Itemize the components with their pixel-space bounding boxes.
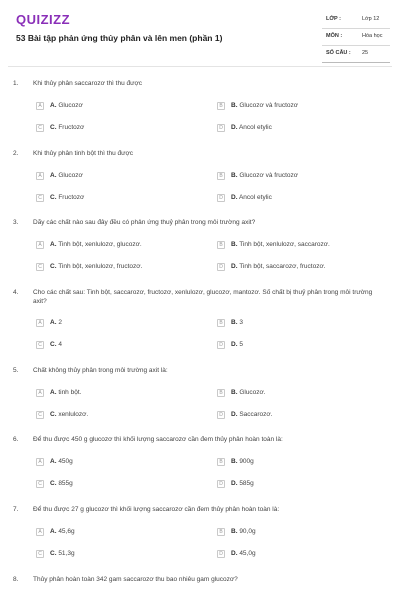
option-text: Ancol etylic — [238, 124, 272, 131]
option-checkbox[interactable]: A — [36, 389, 44, 397]
question-text: Để thu được 450 g glucozơ thì khối lượng saccarozơ cần đem thủy phân hoàn toàn là: — [33, 436, 283, 443]
worksheet-header — [0, 0, 400, 66]
option-letter: C. — [50, 411, 57, 418]
option-label — [231, 241, 330, 248]
meta-key: SỐ CÂU : — [326, 50, 351, 56]
option-checkbox[interactable]: A — [36, 172, 44, 180]
option-text: Tinh bột, xenlulozơ, fructozơ. — [58, 263, 143, 270]
option-letter: C. — [50, 480, 57, 487]
option-checkbox[interactable]: B — [217, 458, 225, 466]
option-checkbox[interactable]: A — [36, 528, 44, 536]
answer-option-d[interactable] — [217, 263, 367, 273]
option-letter: A. — [50, 528, 57, 535]
option-checkbox[interactable]: D — [217, 341, 225, 349]
option-label — [50, 341, 62, 348]
option-checkbox[interactable]: C — [36, 194, 44, 202]
option-checkbox[interactable]: C — [36, 480, 44, 488]
meta-row-count — [322, 46, 390, 63]
option-label — [50, 319, 62, 326]
option-label — [231, 528, 256, 535]
option-label — [231, 102, 298, 109]
option-label — [50, 480, 73, 487]
option-text: Glucozơ — [58, 102, 83, 109]
meta-row-class — [322, 12, 390, 29]
answer-option-c[interactable] — [36, 124, 186, 134]
option-letter: C. — [50, 194, 57, 201]
option-text: Fructozơ — [58, 124, 85, 131]
option-text: 4 — [58, 341, 62, 348]
option-text: 45,6g — [58, 528, 75, 535]
option-label — [50, 172, 83, 179]
answer-option-b[interactable] — [217, 319, 367, 329]
option-letter: B. — [231, 241, 238, 248]
option-text: 450g — [58, 458, 73, 465]
answer-option-c[interactable] — [36, 341, 186, 351]
option-text: xenlulozơ. — [58, 411, 89, 418]
option-letter: A. — [50, 102, 57, 109]
option-label — [50, 263, 142, 270]
question-number: 4. — [13, 289, 19, 296]
option-text: 45,0g — [239, 550, 256, 557]
option-text: 2 — [58, 319, 62, 326]
option-letter: D. — [231, 480, 238, 487]
option-letter: A. — [50, 241, 57, 248]
option-label — [50, 550, 75, 557]
option-checkbox[interactable]: B — [217, 389, 225, 397]
meta-value: Lớp 12 — [362, 16, 380, 22]
option-checkbox[interactable]: D — [217, 550, 225, 558]
worksheet-meta — [322, 12, 390, 63]
answer-option-b[interactable] — [217, 102, 367, 112]
answer-option-d[interactable] — [217, 480, 367, 490]
meta-row-subject — [322, 29, 390, 46]
answer-option-d[interactable] — [217, 341, 367, 351]
option-letter: D. — [231, 263, 238, 270]
option-checkbox[interactable]: D — [217, 480, 225, 488]
option-letter: B. — [231, 458, 238, 465]
option-letter: B. — [231, 528, 238, 535]
quizizz-logo: QUIZIZZ — [16, 12, 71, 27]
option-letter: D. — [231, 411, 238, 418]
option-checkbox[interactable]: D — [217, 194, 225, 202]
question-text: Cho các chất sau: Tinh bột, saccarozơ, fructozơ, xenlulozơ, glucozơ, mantozơ. Số chất bị thuỷ phân trong môi trường axit? — [33, 289, 373, 305]
option-label — [231, 319, 243, 326]
meta-value: 25 — [362, 50, 369, 56]
answer-option-b[interactable] — [217, 458, 367, 468]
option-text: tinh bột. — [58, 389, 82, 396]
option-text: 5 — [239, 341, 243, 348]
question-text: Khi thủy phân tinh bột thì thu được — [33, 150, 134, 157]
option-text: Glucozơ và fructozơ — [239, 172, 299, 179]
answer-option-b[interactable] — [217, 528, 367, 538]
option-label — [50, 194, 84, 201]
answer-option-d[interactable] — [217, 550, 367, 560]
option-checkbox[interactable]: D — [217, 263, 225, 271]
option-checkbox[interactable]: C — [36, 411, 44, 419]
option-letter: C. — [50, 124, 57, 131]
option-checkbox[interactable]: A — [36, 319, 44, 327]
option-label — [50, 411, 88, 418]
option-letter: D. — [231, 124, 238, 131]
question-number: 5. — [13, 367, 19, 374]
option-label — [231, 480, 254, 487]
option-text: Saccarozơ. — [239, 411, 273, 418]
option-text: Tinh bột, xenlulozơ, saccarozơ. — [239, 241, 330, 248]
option-label — [231, 194, 272, 201]
question-text: Dãy các chất nào sau đây đều có phản ứng thuỷ phân trong môi trường axit? — [33, 219, 256, 226]
option-letter: A. — [50, 389, 57, 396]
question-number: 6. — [13, 436, 19, 443]
worksheet-title: 53 Bài tập phản ứng thủy phân và lên men (phần 1) — [16, 33, 223, 43]
option-checkbox[interactable]: A — [36, 458, 44, 466]
answer-option-b[interactable] — [217, 389, 367, 399]
answer-option-d[interactable] — [217, 124, 367, 134]
option-label — [231, 124, 272, 131]
question-number: 1. — [13, 80, 19, 87]
question-number: 3. — [13, 219, 19, 226]
answer-option-d[interactable] — [217, 194, 367, 204]
answer-option-c[interactable] — [36, 550, 186, 560]
option-letter: A. — [50, 458, 57, 465]
option-checkbox[interactable]: B — [217, 241, 225, 249]
option-label — [231, 172, 298, 179]
option-letter: A. — [50, 319, 57, 326]
answer-option-c[interactable] — [36, 194, 186, 204]
option-label — [231, 411, 272, 418]
option-text: Tinh bột, saccarozơ, fructozơ. — [239, 263, 326, 270]
header-divider — [8, 66, 392, 67]
option-letter: B. — [231, 319, 238, 326]
option-checkbox[interactable]: B — [217, 528, 225, 536]
option-letter: C. — [50, 341, 57, 348]
question-number: 7. — [13, 506, 19, 513]
answer-option-d[interactable] — [217, 411, 367, 421]
answer-option-a[interactable] — [36, 458, 186, 468]
option-text: Fructozơ — [58, 194, 85, 201]
answer-option-a[interactable] — [36, 528, 186, 538]
answer-option-c[interactable] — [36, 480, 186, 490]
option-letter: B. — [231, 102, 238, 109]
option-letter: C. — [50, 550, 57, 557]
question-number: 8. — [13, 576, 19, 583]
meta-key: MÔN : — [326, 33, 343, 39]
option-label — [50, 528, 75, 535]
option-checkbox[interactable]: C — [36, 124, 44, 132]
option-text: Tinh bột, xenlulozơ, glucozơ. — [58, 241, 142, 248]
answer-option-a[interactable] — [36, 241, 186, 251]
option-checkbox[interactable]: C — [36, 263, 44, 271]
option-checkbox[interactable]: D — [217, 411, 225, 419]
option-letter: B. — [231, 172, 238, 179]
answer-option-c[interactable] — [36, 263, 186, 273]
option-label — [50, 241, 142, 248]
option-text: Glucozơ. — [239, 389, 266, 396]
answer-option-a[interactable] — [36, 389, 186, 399]
question-text: Chất không thủy phân trong môi trường axit là: — [33, 367, 168, 374]
option-letter: D. — [231, 194, 238, 201]
option-text: 900g — [239, 458, 254, 465]
option-label — [231, 550, 256, 557]
question-text: Thủy phân hoàn toàn 342 gam saccarozơ thu bao nhiêu gam glucozơ? — [33, 576, 238, 583]
question-text: Khi thủy phân saccarozơ thì thu được — [33, 80, 142, 87]
answer-option-a[interactable] — [36, 319, 186, 329]
option-text: Glucozơ — [58, 172, 83, 179]
option-letter: D. — [231, 341, 238, 348]
option-checkbox[interactable]: D — [217, 124, 225, 132]
meta-value: Hóa học — [362, 33, 383, 39]
option-checkbox[interactable]: B — [217, 172, 225, 180]
option-label — [231, 458, 254, 465]
option-letter: A. — [50, 172, 57, 179]
option-letter: D. — [231, 550, 238, 557]
option-label — [231, 263, 326, 270]
option-text: 3 — [239, 319, 243, 326]
answer-option-a[interactable] — [36, 172, 186, 182]
option-label — [50, 124, 84, 131]
option-label — [231, 389, 266, 396]
option-letter: B. — [231, 389, 238, 396]
option-text: 51,3g — [58, 550, 75, 557]
option-checkbox[interactable]: A — [36, 102, 44, 110]
option-label — [50, 389, 81, 396]
question-number: 2. — [13, 150, 19, 157]
option-checkbox[interactable]: B — [217, 319, 225, 327]
answer-option-c[interactable] — [36, 411, 186, 421]
option-text: 855g — [58, 480, 73, 487]
option-checkbox[interactable]: C — [36, 550, 44, 558]
option-letter: C. — [50, 263, 57, 270]
option-text: 90,0g — [239, 528, 256, 535]
answer-option-a[interactable] — [36, 102, 186, 112]
option-label — [231, 341, 243, 348]
option-checkbox[interactable]: A — [36, 241, 44, 249]
option-text: Glucozơ và fructozơ — [239, 102, 299, 109]
answer-option-b[interactable] — [217, 172, 367, 182]
option-label — [50, 458, 73, 465]
meta-key: LỚP : — [326, 16, 341, 22]
option-text: 585g — [239, 480, 254, 487]
option-checkbox[interactable]: C — [36, 341, 44, 349]
question-text: Để thu được 27 g glucozơ thì khối lượng saccarozơ cần đem thủy phân hoàn toàn là: — [33, 506, 280, 513]
option-checkbox[interactable]: B — [217, 102, 225, 110]
answer-option-b[interactable] — [217, 241, 367, 251]
option-text: Ancol etylic — [238, 194, 272, 201]
option-label — [50, 102, 83, 109]
